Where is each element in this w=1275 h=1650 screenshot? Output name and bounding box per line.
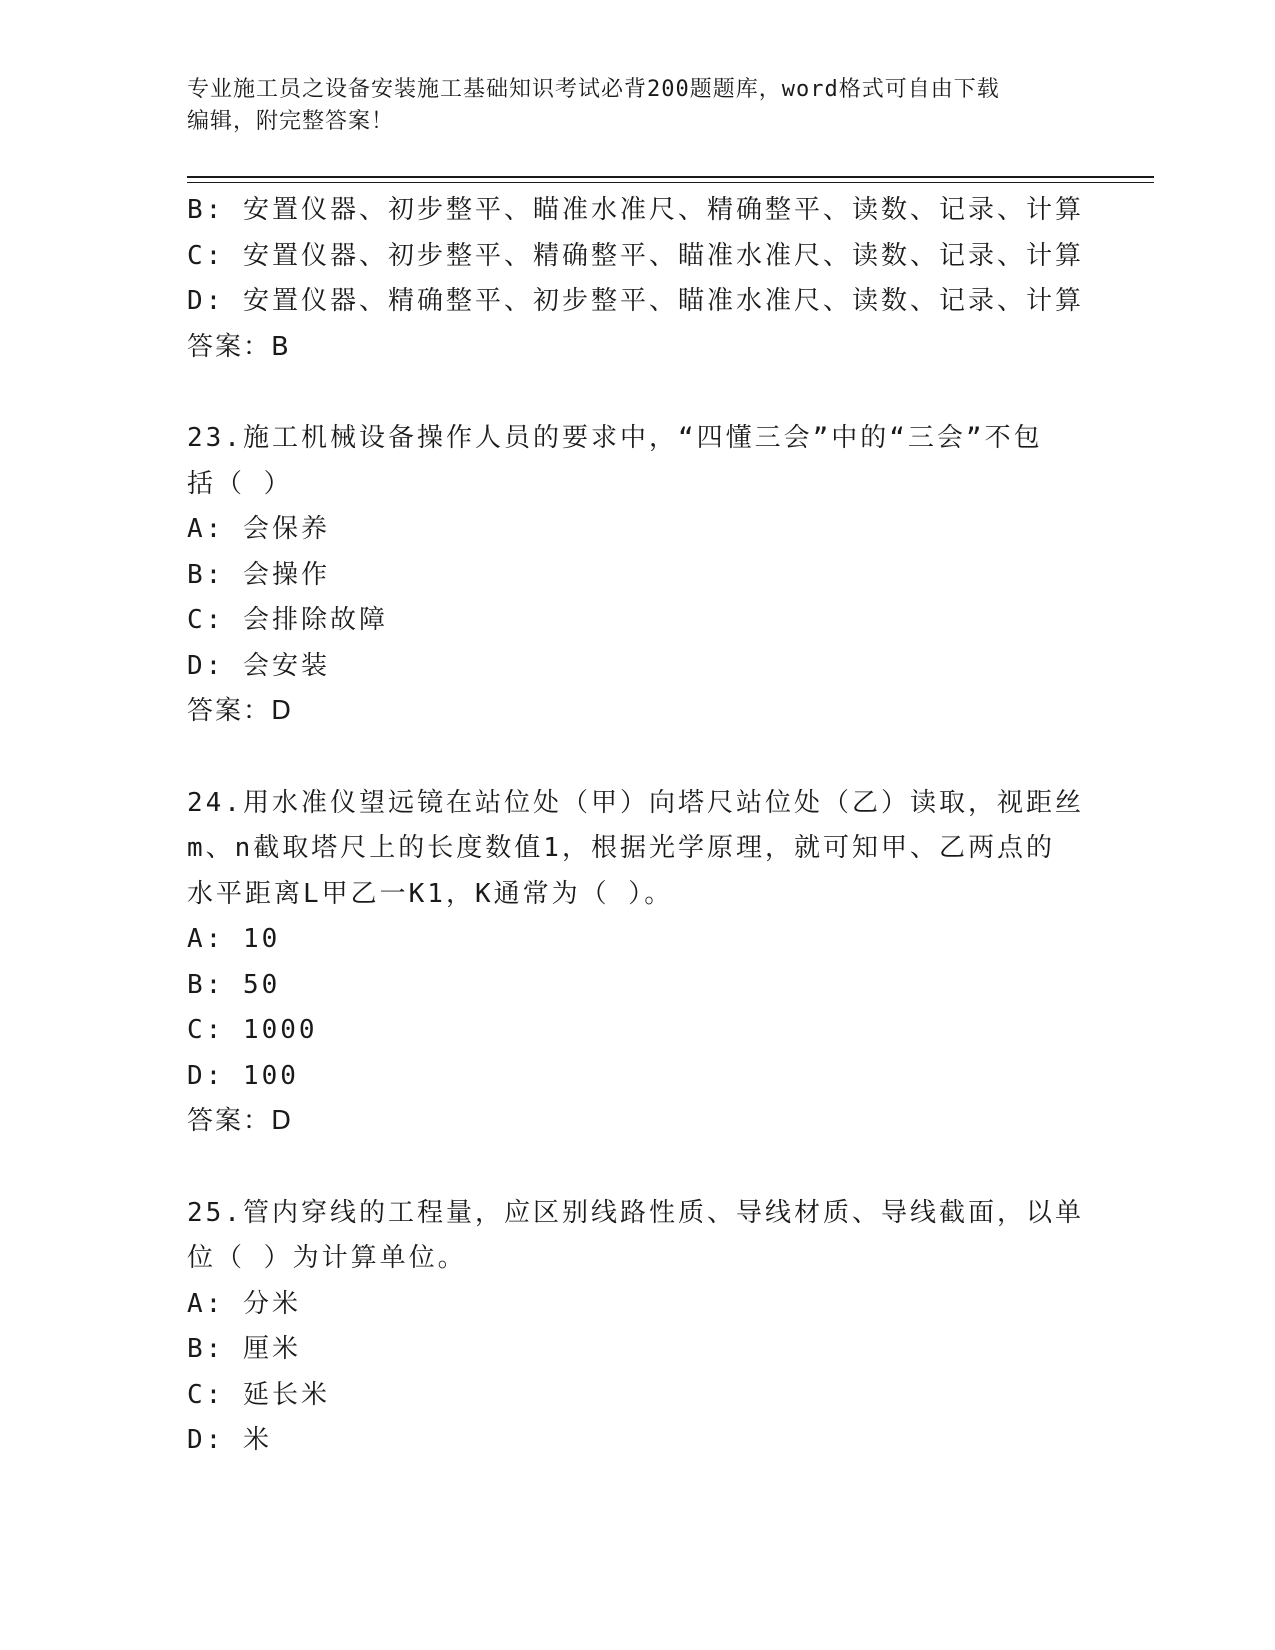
q25-option-b: B: 厘米 [187,1334,301,1364]
question-24 [187,781,1087,1145]
q24-option-c: C: 1000 [187,1015,318,1045]
q25-option-a: A: 分米 [187,1288,301,1319]
question-25 [187,1191,1087,1464]
q23-stem-line-1: 23.施工机械设备操作人员的要求中，“四懂三会”中的“三会”不包 [187,423,1043,453]
question-22-continued [187,188,1087,370]
q25-stem-line-2: 位（ ）为计算单位。 [187,1243,467,1273]
q24-option-a: A: 10 [187,924,281,954]
q25-option-c: C: 延长米 [187,1379,330,1410]
q23-stem-line-2: 括（ ） [187,468,293,499]
q25-stem-line-1: 25.管内穿线的工程量，应区别线路性质、导线材质、导线截面，以单 [187,1197,1084,1228]
header-title-line-1: 专业施工员之设备安装施工基础知识考试必背200题题库，word格式可自由下载 [187,77,1000,102]
q23-option-a: A: 会保养 [187,514,330,544]
header-divider-thin [187,182,1154,183]
q22-option-b: B: 安置仪器、初步整平、瞄准水准尺、精确整平、读数、记录、计算 [187,195,1084,225]
header-title-line-2: 编辑，附完整答案！ [187,109,395,134]
q25-option-d: D: 米 [187,1425,272,1455]
q24-option-b: B: 50 [187,969,281,1000]
header-divider-thick [187,176,1154,178]
question-list [187,188,1087,1464]
document-header [187,74,1067,138]
q24-answer: 答案：D [187,1106,294,1136]
q24-stem-line-2: m、n截取塔尺上的长度数值1，根据光学原理，就可知甲、乙两点的 [187,833,1055,863]
q24-option-d: D: 100 [187,1060,299,1091]
q22-option-c: C: 安置仪器、初步整平、精确整平、瞄准水准尺、读数、记录、计算 [187,240,1084,271]
question-gap [187,1145,1087,1191]
q22-answer: 答案：B [187,331,291,362]
q23-option-c: C: 会排除故障 [187,605,388,635]
q24-stem-line-1: 24.用水准仪望远镜在站位处（甲）向塔尺站位处（乙）读取，视距丝 [187,787,1084,818]
q23-answer: 答案：D [187,696,294,726]
q23-option-b: B: 会操作 [187,559,330,590]
question-gap [187,370,1087,416]
question-23 [187,416,1087,735]
q24-stem-line-3: 水平距离L甲乙一K1，K通常为（ ）。 [187,878,674,909]
q23-option-d: D: 会安装 [187,650,330,681]
q22-option-d: D: 安置仪器、精确整平、初步整平、瞄准水准尺、读数、记录、计算 [187,286,1084,316]
question-gap [187,735,1087,781]
